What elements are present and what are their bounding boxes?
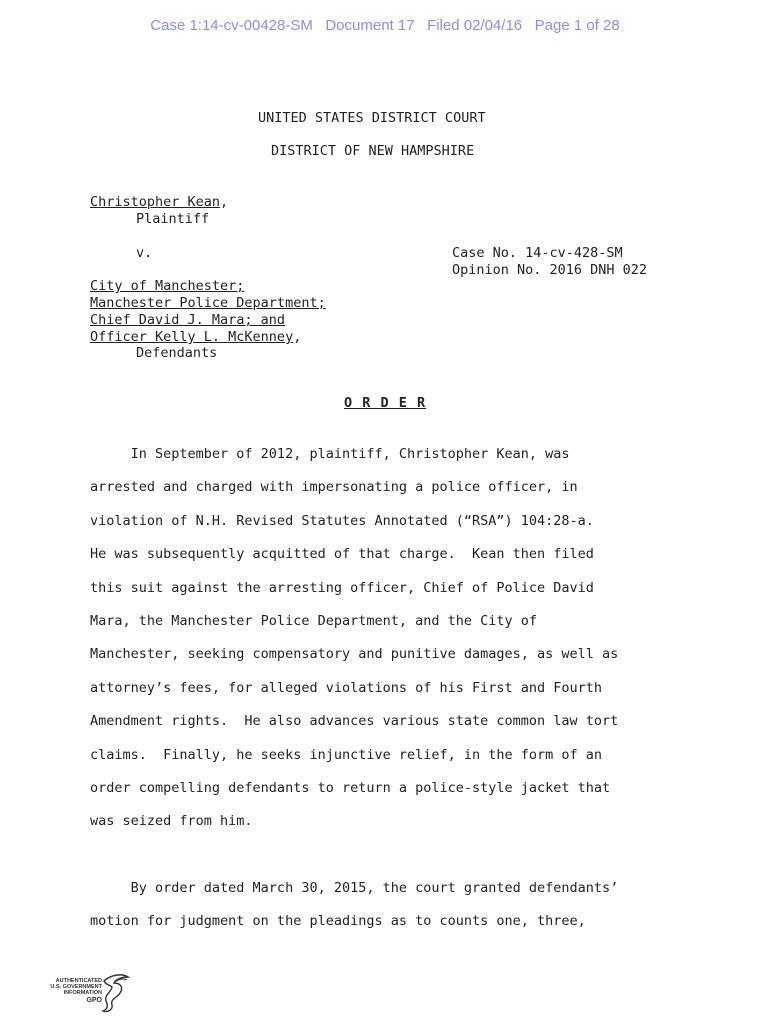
body-line: order compelling defendants to return a police-style jacket that (90, 780, 611, 796)
court-name: UNITED STATES DISTRICT COURT (258, 110, 486, 126)
case-number: Case No. 14-cv-428-SM (452, 245, 623, 261)
gpo-logo-line: INFORMATION (63, 990, 102, 996)
body-line: violation of N.H. Revised Statutes Annotated (“RSA”) 104:28-a. (90, 513, 594, 529)
body-line: He was subsequently acquitted of that charge. Kean then filed (90, 546, 594, 562)
body-line: attorney’s fees, for alleged violations of his First and Fourth (90, 680, 603, 696)
versus: v. (136, 245, 153, 261)
plaintiff-line (90, 194, 228, 211)
defendant-4-line (90, 329, 301, 346)
opinion-number: Opinion No. 2016 DNH 022 (452, 262, 648, 278)
plaintiff-name: Christopher Kean (90, 194, 221, 210)
defendant-2: Manchester Police Department; (90, 295, 326, 311)
defendant-4: Officer Kelly L. McKenney (90, 329, 294, 345)
body-line: In September of 2012, plaintiff, Christopher Kean, was (90, 446, 570, 462)
defendants-comma: , (293, 329, 302, 345)
body-line: Mara, the Manchester Police Department, and the City of (90, 613, 538, 629)
plaintiff-comma: , (220, 194, 229, 210)
body-line: was seized from him. (90, 813, 253, 829)
defendants-role: Defendants (136, 345, 218, 361)
court-district: DISTRICT OF NEW HAMPSHIRE (271, 143, 475, 159)
ecf-header-stamp: Case 1:14-cv-00428-SM Document 17 Filed 02/04/16 Page 1 of 28 (150, 17, 620, 34)
gpo-logo-line: U.S. GOVERNMENT (50, 984, 102, 990)
gpo-logo-line: GPO (86, 997, 102, 1004)
eagle-icon (100, 973, 130, 1015)
body-line: Manchester, seeking compensatory and punitive damages, as well as (90, 646, 619, 662)
order-title: O R D E R (344, 395, 427, 411)
plaintiff-role: Plaintiff (136, 211, 210, 227)
body-line: claims. Finally, he seeks injunctive relief, in the form of an (90, 747, 603, 763)
defendant-1: City of Manchester; (90, 278, 245, 294)
body-line: this suit against the arresting officer, Chief of Police David (90, 580, 594, 596)
body-line: Amendment rights. He also advances various state common law tort (90, 713, 619, 729)
gpo-logo-line: AUTHENTICATED (55, 978, 102, 984)
defendant-3: Chief David J. Mara; and (90, 312, 286, 328)
gpo-authenticated-logo (44, 973, 134, 1015)
body-line: motion for judgment on the pleadings as to counts one, three, (90, 913, 586, 929)
body-line: By order dated March 30, 2015, the court granted defendants’ (90, 880, 619, 896)
body-line: arrested and charged with impersonating a police officer, in (90, 479, 578, 495)
